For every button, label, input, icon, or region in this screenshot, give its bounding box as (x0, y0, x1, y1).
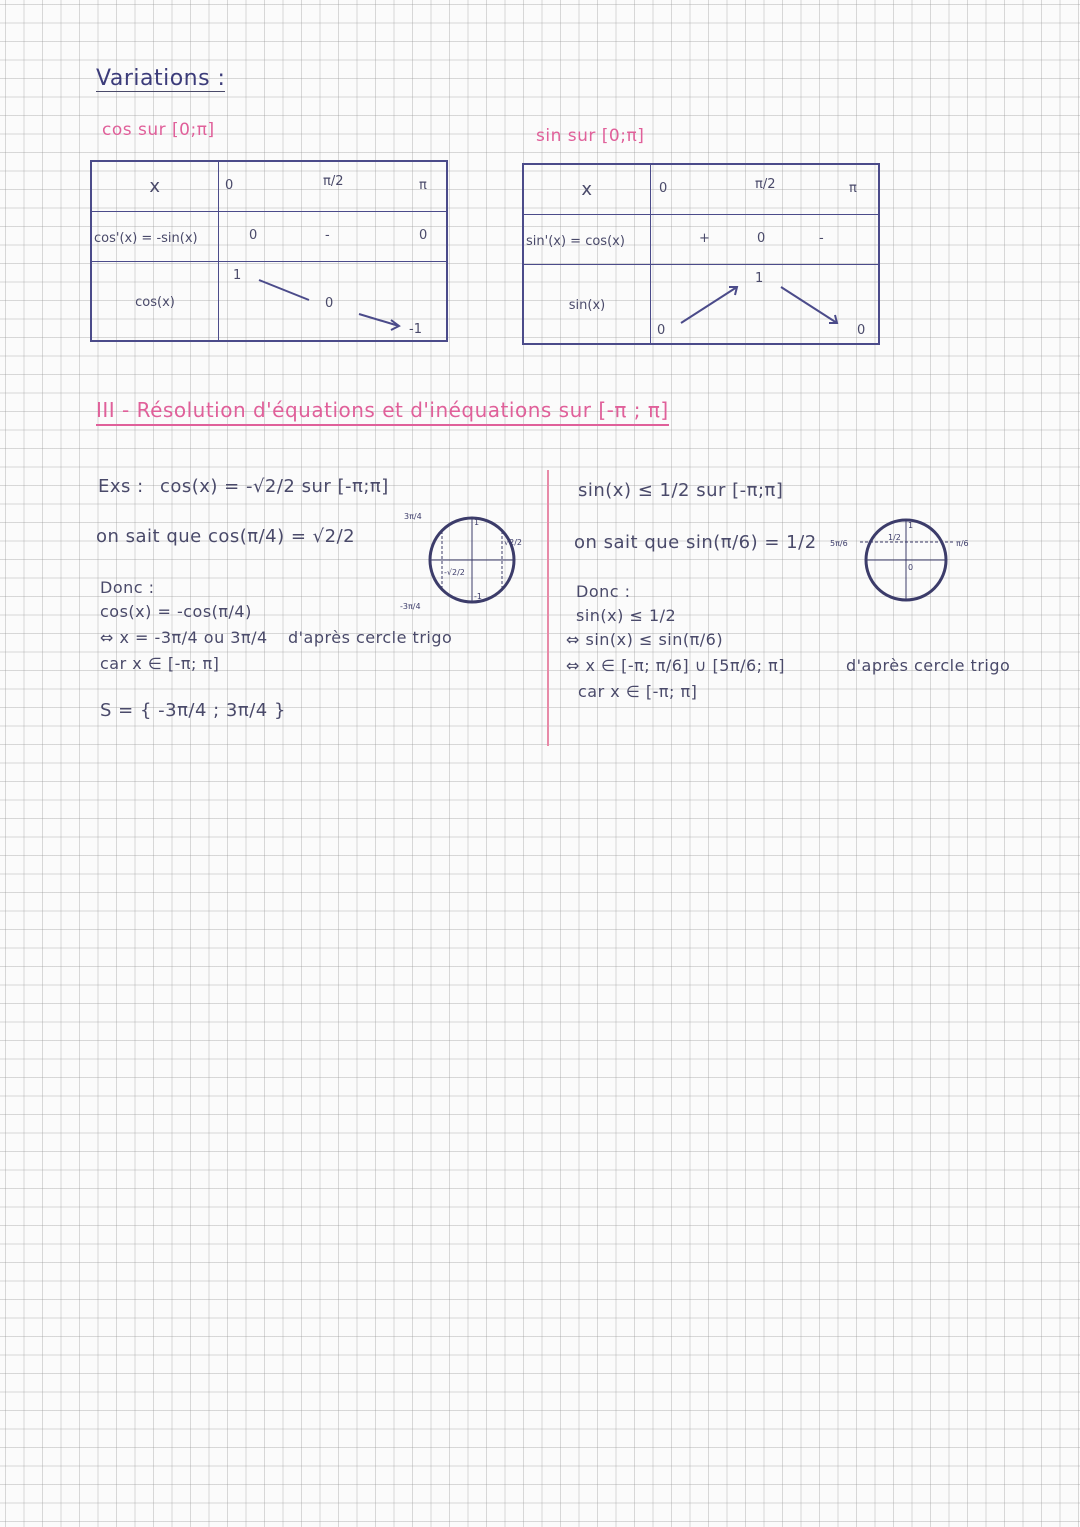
sin-deriv-label: sin'(x) = cos(x) (523, 214, 651, 264)
left-step2: ⇔ x = -3π/4 ou 3π/4 (100, 628, 268, 647)
left-circle-label-3pi4: 3π/4 (404, 512, 422, 521)
sin-deriv-values: + 0 - (651, 214, 880, 264)
left-donc: Donc : (100, 578, 155, 597)
column-divider (547, 470, 549, 746)
cos-deriv-label: cos'(x) = -sin(x) (91, 211, 219, 261)
left-circle-label-neg3pi4: -3π/4 (400, 602, 421, 611)
left-unit-circle (400, 505, 540, 615)
sin-func-values: 0 1 0 (651, 264, 880, 344)
right-step3-note: d'après cercle trigo (846, 656, 1011, 675)
left-step2-note: d'après cercle trigo (288, 628, 453, 647)
left-circle-label-neg1: -1 (474, 592, 482, 601)
cos-func-values: 1 0 -1 (219, 261, 448, 341)
cos-variation-table (90, 160, 448, 342)
right-circle-label-half: 1/2 (888, 533, 901, 542)
right-unit-circle (830, 512, 980, 612)
right-step4: car x ∈ [-π; π] (578, 682, 698, 701)
cos-table-subtitle: cos sur [0;π] (102, 120, 215, 140)
right-circle-label-0: 0 (908, 563, 914, 572)
right-circle-label-5pi6: 5π/6 (830, 539, 848, 548)
sin-func-label: sin(x) (523, 264, 651, 344)
left-circle-label-sqrt2: √2/2 (504, 538, 522, 547)
sin-x-label: x (523, 164, 651, 214)
left-step3: car x ∈ [-π; π] (100, 654, 220, 673)
cos-x-label: x (91, 161, 219, 211)
right-inequation: sin(x) ≤ 1/2 sur [-π;π] (578, 480, 784, 501)
variations-title: Variations : (96, 66, 226, 91)
left-step1: cos(x) = -cos(π/4) (100, 602, 252, 621)
right-donc: Donc : (576, 582, 631, 601)
cos-deriv-values: 0 - 0 (219, 211, 448, 261)
left-example (98, 476, 389, 497)
right-step1: sin(x) ≤ 1/2 (576, 606, 677, 625)
cos-func-label: cos(x) (91, 261, 219, 341)
cos-x-values: 0 π/2 π (219, 161, 448, 211)
example-label: Exs : (98, 476, 144, 497)
left-circle-label-1: 1 (474, 518, 480, 527)
left-known: on sait que cos(π/4) = √2/2 (96, 526, 356, 547)
right-circle-label-1: 1 (908, 521, 914, 530)
left-equation: cos(x) = -√2/2 sur [-π;π] (159, 476, 389, 497)
right-circle-label-pi6: π/6 (956, 539, 969, 548)
left-circle-label-negsqrt2: -√2/2 (444, 568, 465, 577)
right-step2: ⇔ sin(x) ≤ sin(π/6) (566, 630, 724, 649)
section-title: III - Résolution d'équations et d'inéquations sur [-π ; π] (96, 398, 669, 426)
left-solution: S = { -3π/4 ; 3π/4 } (100, 700, 286, 721)
sin-variation-table (522, 163, 880, 345)
sin-arrows (651, 265, 879, 343)
right-known: on sait que sin(π/6) = 1/2 (574, 532, 817, 553)
sin-table-subtitle: sin sur [0;π] (536, 126, 645, 146)
sin-x-values: 0 π/2 π (651, 164, 880, 214)
cos-arrows (219, 262, 447, 340)
right-step3: ⇔ x ∈ [-π; π/6] ∪ [5π/6; π] (566, 656, 785, 675)
